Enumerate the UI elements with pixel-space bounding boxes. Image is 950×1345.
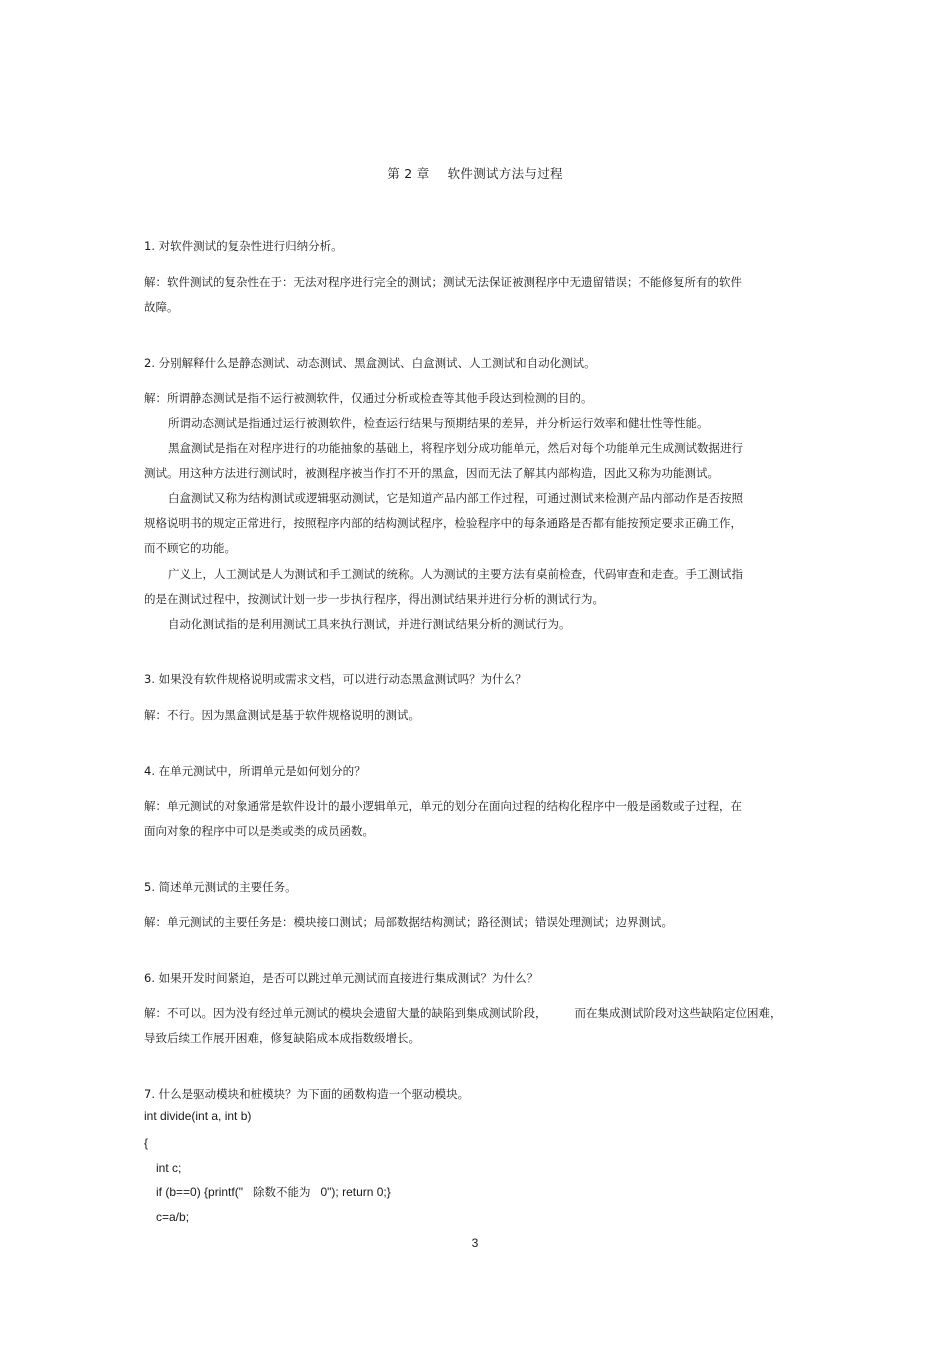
code-if-part-c: 0"); return 0;} [320, 1185, 391, 1199]
question-4: 4. 在单元测试中，所谓单元是如何划分的？ [144, 764, 366, 778]
question-2: 2. 分别解释什么是静态测试、动态测试、黑盒测试、白盒测试、人工测试和自动化测试。 [144, 356, 596, 370]
answer-3: 解：不行。因为黑盒测试是基于软件规格说明的测试。 [144, 708, 420, 722]
question-3: 3. 如果没有软件规格说明或需求文档，可以进行动态黑盒测试吗？为什么？ [144, 672, 527, 686]
chapter-name: 软件测试方法与过程 [447, 166, 563, 181]
answer-6-part-a: 解：不可以。因为没有经过单元测试的模块会遗留大量的缺陷到集成测试阶段， [144, 1006, 547, 1020]
question-1: 1. 对软件测试的复杂性进行归纳分析。 [144, 239, 343, 253]
answer-2-manual-line-2: 的是在测试过程中，按测试计划一步一步执行程序，得出测试结果并进行分析的测试行为。 [144, 592, 604, 606]
answer-4-line-1: 解：单元测试的对象通常是软件设计的最小逻辑单元，单元的划分在面向过程的结构化程序中一般是函数或子过程，在 [144, 799, 742, 813]
question-5: 5. 简述单元测试的主要任务。 [144, 880, 297, 894]
question-7: 7. 什么是驱动模块和桩模块？为下面的函数构造一个驱动模块。 [144, 1087, 470, 1101]
answer-2-whitebox-line-3: 而不顾它的功能。 [144, 541, 236, 555]
answer-2-static: 解：所谓静态测试是指不运行被测软件，仅通过分析或检查等其他手段达到检测的目的。 [144, 391, 593, 405]
answer-1-line-1: 解：软件测试的复杂性在于：无法对程序进行完全的测试；测试无法保证被测程序中无遗留错误；不能修复所有的软件 [144, 275, 742, 289]
answer-5: 解：单元测试的主要任务是：模块接口测试；局部数据结构测试；路径测试；错误处理测试；边界测试。 [144, 915, 673, 929]
answer-2-dynamic: 所谓动态测试是指通过运行被测软件，检查运行结果与预期结果的差异，并分析运行效率和健壮性等性能。 [168, 416, 709, 430]
question-6: 6. 如果开发时间紧迫，是否可以跳过单元测试而直接进行集成测试？为什么？ [144, 971, 539, 985]
answer-6-line-1 [144, 1005, 782, 1021]
answer-2-manual-line-1: 广义上，人工测试是人为测试和手工测试的统称。人为测试的主要方法有桌前检查，代码审查和走查。手工测试指 [168, 567, 743, 581]
answer-1-line-2: 故障。 [144, 300, 179, 314]
chapter-title [0, 164, 950, 182]
code-line-open-brace: { [144, 1136, 149, 1150]
code-if-part-a: if (b==0) {printf(" [156, 1185, 243, 1199]
answer-4-line-2: 面向对象的程序中可以是类或类的成员函数。 [144, 824, 374, 838]
answer-2-automated: 自动化测试指的是利用测试工具来执行测试，并进行测试结果分析的测试行为。 [168, 617, 571, 631]
code-if-part-b: 除数不能为 [252, 1185, 311, 1199]
code-line-signature: int divide(int a, int b) [144, 1109, 252, 1123]
code-line-if [156, 1184, 391, 1200]
answer-2-whitebox-line-2: 规格说明书的规定正常进行，按照程序内部的结构测试程序，检验程序中的每条通路是否都有能按预定要求正确工作， [144, 516, 742, 530]
answer-2-blackbox-line-1: 黑盒测试是指在对程序进行的功能抽象的基础上，将程序划分成功能单元，然后对每个功能单元生成测试数据进行 [168, 441, 743, 455]
page-number: 3 [471, 1236, 479, 1250]
answer-6-line-2: 导致后续工作展开困难，修复缺陷成本成指数级增长。 [144, 1031, 420, 1045]
answer-6-part-b: 而在集成测试阶段对这些缺陷定位困难， [574, 1006, 782, 1020]
answer-2-blackbox-line-2: 测试。用这种方法进行测试时，被测程序被当作打不开的黑盒，因而无法了解其内部构造，因此又称为功能测试。 [144, 466, 719, 480]
code-line-declare: int c; [156, 1161, 182, 1175]
answer-2-whitebox-line-1: 白盒测试又称为结构测试或逻辑驱动测试，它是知道产品内部工作过程，可通过测试来检测产品内部动作是否按照 [168, 491, 743, 505]
code-line-divide: c=a/b; [156, 1210, 190, 1224]
chapter-number: 第 2 章 [387, 166, 430, 181]
